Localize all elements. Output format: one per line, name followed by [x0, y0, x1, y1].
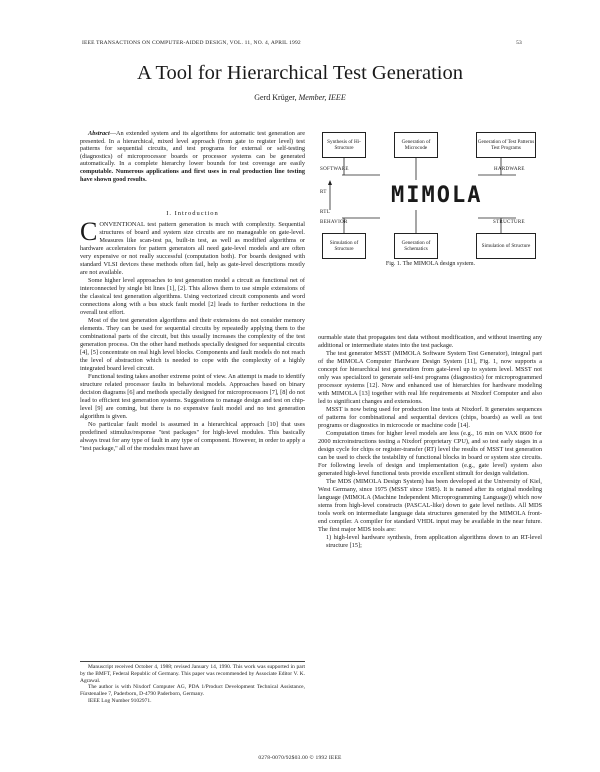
right-paragraph-4: Computation times for higher level models are less (e.g., 16 min on VAX 8600 for 2000 microinstructions testing a Nixdorf proprietary CPU), and so test early stages in a design cycle for chips or register-transfer (RT) level the results of MSST test generation can be used to check the testability of functional blocks in board or system size circuits. For following levels of design and implementation (e.g., gate level) system also generated high-level functional tests provide excellent stimuli for design validation.: [318, 430, 542, 477]
left-column-body: [80, 217, 305, 453]
page-number: 53: [516, 40, 522, 46]
intro-paragraph-1: CONVENTIONAL test pattern generation is much with complexity. Sequential structures of board and system size circuits are no manageable on gate-level. Measures like scan-test pa, built-in test, as well as modified algorithms or hardware accelerators for pattern generators all need gate-level models and are often very expensive or not really successful (computation both). For boards designed with standard VLSI devices these methods often fail, help as gate-level descriptions mostly are not available.: [80, 217, 305, 276]
right-paragraph-2: The test generator MSST (MIMOLA Software System Test Generator), integral part of the MIMOLA Computer Hardware Design System [11], Fig. 1, now supports a concept for hierarchical test generation from gate-level up to system level. MSST not only was specialized to generate self-test programs (diagnostics) for microprogrammed processor systems [12]. Now and enhanced use of hierarchies for hardware modeling with MIMOLA [13] together with real life requirements at Nixdorf Computer and also led to significant changes and extensions.: [318, 350, 542, 405]
figure-caption: Fig. 1. The MIMOLA design system.: [385, 261, 476, 267]
label-rtl: RTL: [320, 210, 331, 215]
abstract-label: Abstract: [88, 130, 110, 137]
author-affiliation: Member, IEEE: [298, 93, 346, 102]
right-column-body: [318, 334, 542, 550]
box-simulation-of-structure-left: Simulation of Structure: [322, 233, 366, 259]
abstract-bold-tail: computable. Numerous applications and first uses in real production line testing have shown good results.: [80, 167, 305, 183]
author-line: [0, 93, 600, 102]
footnote: [80, 661, 305, 705]
intro-paragraph-5: No particular fault model is assumed in a hierarchical approach [10] that uses predefined stimulus/response "test packages" for high-level modules. This basically always treat for any type of fault in any type of component. However, in order to apply a "test package," all of the modules must have an: [80, 421, 305, 452]
section-heading: I. Introduction: [166, 210, 219, 217]
label-structure: STRUCTURE: [493, 220, 525, 225]
figure-mimola-design-system: [318, 130, 543, 330]
right-paragraph-3: MSST is now being used for production line tests at Nixdorf. It generates sequences of patterns for combinational and sequential devices (chips, boards) as well as test programs or diagnostics in microcode or machine code [14].: [318, 406, 542, 429]
running-head: [82, 40, 522, 46]
author-name: Gerd Krüger,: [254, 93, 297, 102]
paper-title: A Tool for Hierarchical Test Generation: [137, 62, 463, 84]
box-generation-of-schematics: Generation of Schematics: [394, 233, 438, 259]
list-item-1: 1) high-level hardware synthesis, from application algorithms down to an RT-level structure [15];: [326, 534, 542, 549]
mimola-logo: MIMOLA: [391, 183, 483, 208]
label-behavior: BEHAVIOR: [320, 220, 348, 225]
copyright-line: 0278-0070/92$03.00 © 1992 IEEE: [258, 755, 342, 761]
rt-axis-arrowhead: [328, 180, 332, 185]
box-synthesis-of-structure: Synthesis of Hi-Structure: [322, 132, 366, 158]
running-head-text: IEEE TRANSACTIONS ON COMPUTER-AIDED DESIGN, VOL. 11, NO. 4, APRIL 1992: [82, 40, 301, 46]
abstract-text: —An extended system and its algorithms for automatic test generation are presented. In a hierarchical, mixed level approach (from gate to register level) test patterns for sequential circuits, and test programs for external or self-testing (diagnostics) of microprocessor boards or processor systems can be generated automatically. In a complete hierarchy lower bounds for test coverage are easily: [80, 130, 305, 168]
drop-cap: C: [80, 217, 98, 246]
box-generation-of-test-patterns: Generation of Test Patterns Test Programs: [476, 132, 536, 158]
label-software: SOFTWARE: [320, 167, 349, 172]
footnote-manuscript: Manuscript received October 4, 1988; revised January 14, 1990. This work was supported in part by the BMFT, Federal Republic of Germany. This paper was recommended by Associate Editor V. K. Agrawal.: [80, 664, 305, 684]
box-simulation-of-structure-right: Simulation of Structure: [476, 233, 536, 259]
label-hardware: HARDWARE: [494, 167, 525, 172]
footnote-log: IEEE Log Number 9102971.: [88, 697, 152, 704]
footnote-author: The author is with Nixdorf Computer AG, PDA 1/Product Development Technical Assistance, Fürstenallee 7, Paderborn, D-4790 Paderborn, Germany.: [80, 684, 305, 698]
intro-paragraph-4: Functional testing takes another extreme point of view. An attempt is made to identify structure related processor faults in behavioral models. Approaches based on binary decision diagrams [6] and methods specially designed for microprocessors [7], [8] do not lead to efficient test generation systems. Suggestions to manage design and test on chip-level [9] are coming, but there is no expensive fault model and no test generation algorithm is given.: [80, 373, 305, 420]
box-generation-of-microcode: Generation of Microcode: [394, 132, 438, 158]
abstract: [80, 130, 305, 183]
right-paragraph-1: ourmable state that propagates test data without modification, and without inserting any additional or intermediate states into the test package.: [318, 334, 542, 349]
label-rt: RT: [320, 190, 327, 195]
right-paragraph-5: The MDS (MIMOLA Design System) has been developed at the University of Kiel, West Germany, since 1975 (MSST since 1985). It is named after its original modeling language (MIMOLA (Machine Independent Microprogramming Language)) which now stems from high-level constructs (PASCAL-like) down to gate level netlists. All MDS tools work on intermediate language data structures generated by the MIMOLA front-end compiler. A compiler for standard VHDL input may be available in the near future. The first major MDS tools are:: [318, 478, 542, 533]
intro-paragraph-3: Most of the test generation algorithms and their extensions do not consider memory elements. They can be used for sequential circuits by repeatedly applying them to the combinational parts of the circuit, but this usually increases the complexity of the test generation process. On the other hand methods specially designed for sequential circuits [4], [5] concentrate on real high level blocks. Components and fault models do not reach the level of abstraction which is needed to cope with the complexity of a highly integrated board level circuit.: [80, 317, 305, 372]
intro-paragraph-2: Some higher level approaches to test generation model a circuit as functional net of interconnected by single bit lines [1], [2]. This allows them to use simple extensions of the classical test generation algorithms. Using vectorized circuit components and word connections along with a bus stuck fault model [2] leads to further reductions in the overall test effort.: [80, 277, 305, 316]
